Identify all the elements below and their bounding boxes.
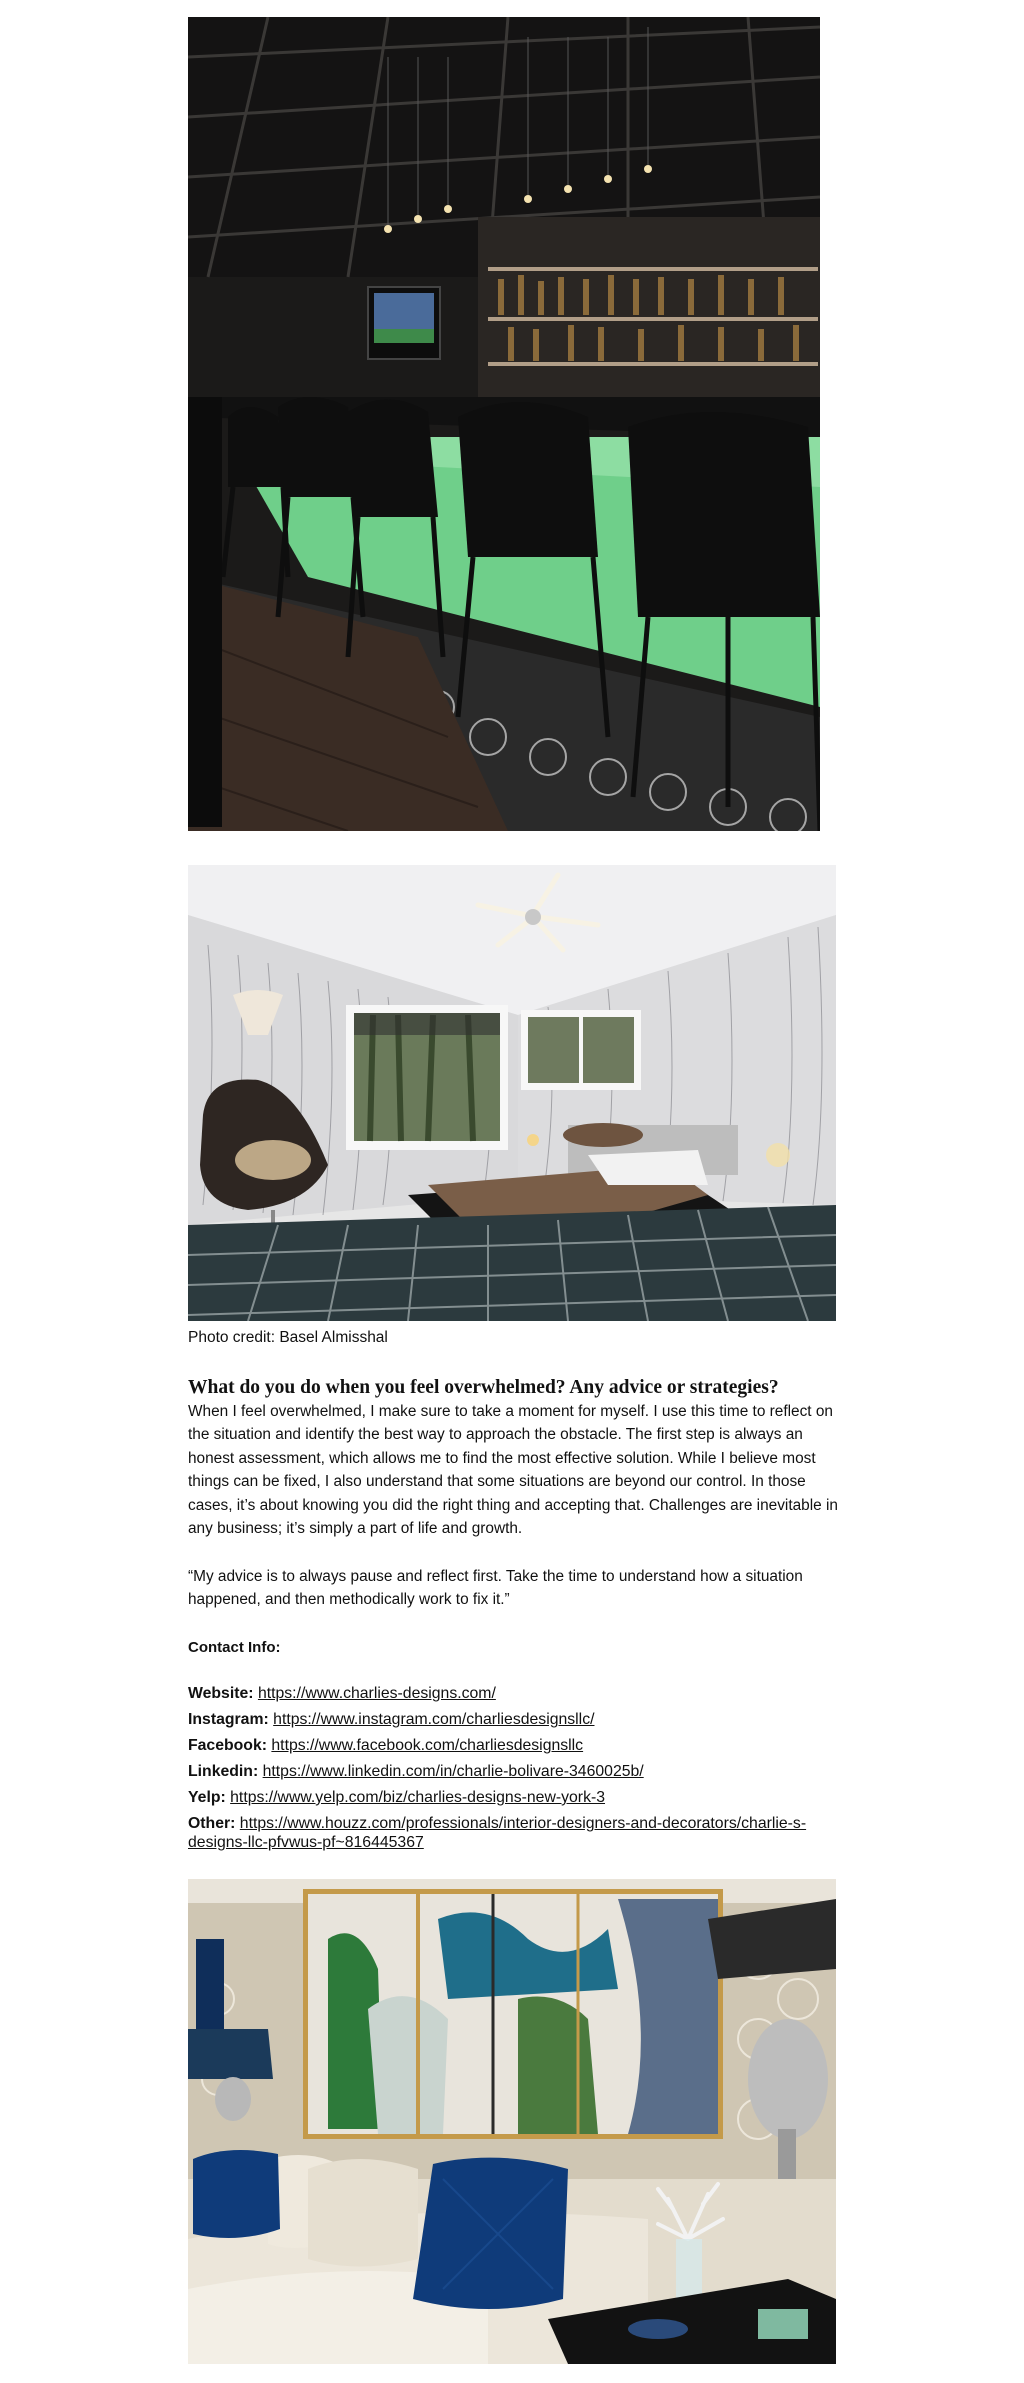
article-heading: What do you do when you feel overwhelmed? Any advice or strategies?: [188, 1377, 779, 1398]
contact-label: Instagram:: [188, 1711, 269, 1728]
bar-photo: [188, 17, 820, 831]
website-link[interactable]: https://www.charlies-designs.com/: [257, 1685, 496, 1702]
contact-label: Yelp:: [188, 1789, 226, 1806]
bar-interior-photo-icon: [188, 17, 820, 831]
contact-website: [188, 1684, 838, 1703]
bedroom-photo: [188, 865, 836, 1321]
linkedin-link[interactable]: https://www.linkedin.com/in/charlie-bolivare-3460025b/: [262, 1763, 644, 1780]
article-paragraph: When I feel overwhelmed, I make sure to take a moment for myself. I use this time to reflect on the situation and identify the best way to approach the obstacle. The first step is always an honest assessment, which allows me to find the most effective solution. While I believe most things can be fixed, I also understand that some situations are beyond our control. In those cases, it’s about knowing you did the right thing and accepting that. Challenges are inevitable in any business; it’s simply a part of life and growth.: [188, 1403, 838, 1538]
contact-heading: Contact Info:: [188, 1639, 281, 1656]
instagram-link[interactable]: https://www.instagram.com/charliesdesignsllc/: [273, 1711, 595, 1728]
contact-yelp: [188, 1788, 838, 1807]
contact-label: Linkedin:: [188, 1763, 259, 1780]
houzz-link[interactable]: https://www.houzz.com/professionals/interior-designers-and-decorators/charlie-s-designs-llc-pfvwus-pf~816445367: [188, 1815, 807, 1851]
bedroom-interior-photo-icon: [188, 865, 836, 1321]
contact-other: [188, 1814, 838, 1852]
contact-instagram: [188, 1710, 838, 1729]
facebook-link[interactable]: https://www.facebook.com/charliesdesignsllc: [271, 1737, 584, 1754]
contact-facebook: [188, 1736, 838, 1755]
yelp-link[interactable]: https://www.yelp.com/biz/charlies-designs-new-york-3: [230, 1789, 606, 1806]
contact-linkedin: [188, 1762, 838, 1781]
advice-quote: “My advice is to always pause and reflect first. Take the time to understand how a situation happened, and then methodically work to fix it.”: [188, 1568, 803, 1609]
contact-label: Facebook:: [188, 1737, 267, 1754]
contact-links: [188, 1684, 838, 1859]
living-room-photo: [188, 1879, 836, 2364]
photo-credit-caption: Photo credit: Basel Almisshal: [188, 1329, 388, 1346]
contact-label: Other:: [188, 1815, 236, 1832]
living-room-interior-photo-icon: [188, 1879, 836, 2364]
contact-label: Website:: [188, 1685, 254, 1702]
